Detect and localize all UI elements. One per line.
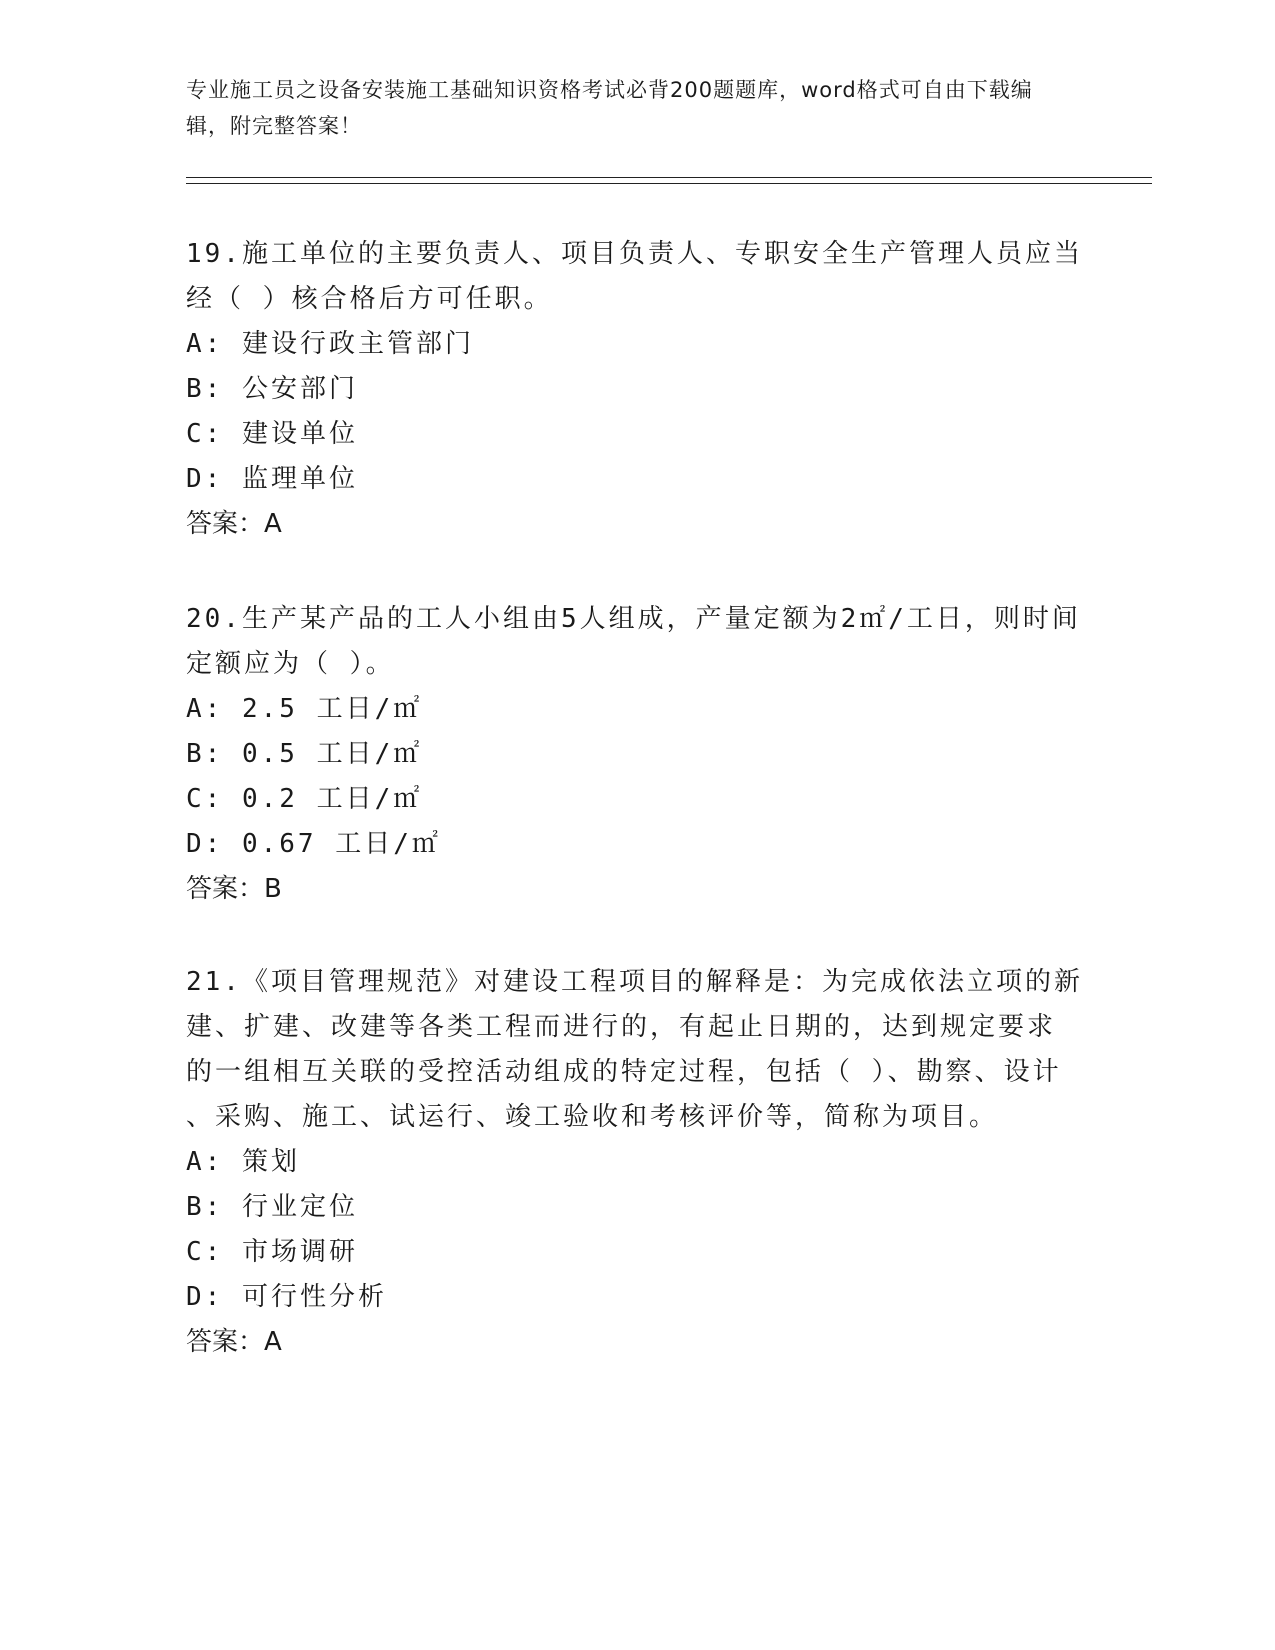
question-stem-line: 定额应为（ ）。 bbox=[186, 649, 395, 679]
question-stem-line: 的一组相互关联的受控活动组成的特定过程，包括（ ）、勘察、设计 bbox=[186, 1057, 1062, 1087]
option-list bbox=[186, 322, 1086, 502]
option-c: C: 0.2 工日/㎡ bbox=[186, 784, 423, 814]
option-a: A: 策划 bbox=[186, 1147, 300, 1177]
answer-line: 答案：A bbox=[186, 1327, 282, 1357]
question-stem-line: 经（ ）核合格后方可任职。 bbox=[186, 284, 553, 314]
question-19 bbox=[186, 232, 1086, 547]
question-stem-line: 20.生产某产品的工人小组由5人组成，产量定额为2㎡/工日，则时间 bbox=[186, 604, 1081, 634]
option-d: D: 监理单位 bbox=[186, 464, 358, 494]
option-d: D: 0.67 工日/㎡ bbox=[186, 829, 441, 859]
option-a: A: 2.5 工日/㎡ bbox=[186, 694, 423, 724]
option-b: B: 行业定位 bbox=[186, 1192, 358, 1222]
option-list bbox=[186, 1140, 1086, 1320]
question-stem-line: 21.《项目管理规范》对建设工程项目的解释是：为完成依法立项的新 bbox=[186, 967, 1083, 997]
question-20 bbox=[186, 597, 1086, 912]
question-stem-line: 19.施工单位的主要负责人、项目负责人、专职安全生产管理人员应当 bbox=[186, 239, 1083, 269]
question-stem-line: 建、扩建、改建等各类工程而进行的，有起止日期的，达到规定要求 bbox=[186, 1012, 1057, 1042]
option-c: C: 市场调研 bbox=[186, 1237, 358, 1267]
option-b: B: 0.5 工日/㎡ bbox=[186, 739, 423, 769]
answer-line: 答案：B bbox=[186, 874, 282, 904]
option-b: B: 公安部门 bbox=[186, 374, 358, 404]
option-d: D: 可行性分析 bbox=[186, 1282, 387, 1312]
answer-line: 答案：A bbox=[186, 509, 282, 539]
header-divider bbox=[186, 177, 1152, 178]
option-c: C: 建设单位 bbox=[186, 419, 358, 449]
document-header: 专业施工员之设备安装施工基础知识资格考试必背200题题库，word格式可自由下载编辑，附完整答案！ bbox=[186, 78, 1033, 138]
question-stem-line: 、采购、施工、试运行、竣工验收和考核评价等，简称为项目。 bbox=[186, 1102, 999, 1132]
header-divider-double bbox=[186, 183, 1152, 184]
option-list bbox=[186, 687, 1086, 867]
option-a: A: 建设行政主管部门 bbox=[186, 329, 474, 359]
question-21 bbox=[186, 960, 1086, 1365]
